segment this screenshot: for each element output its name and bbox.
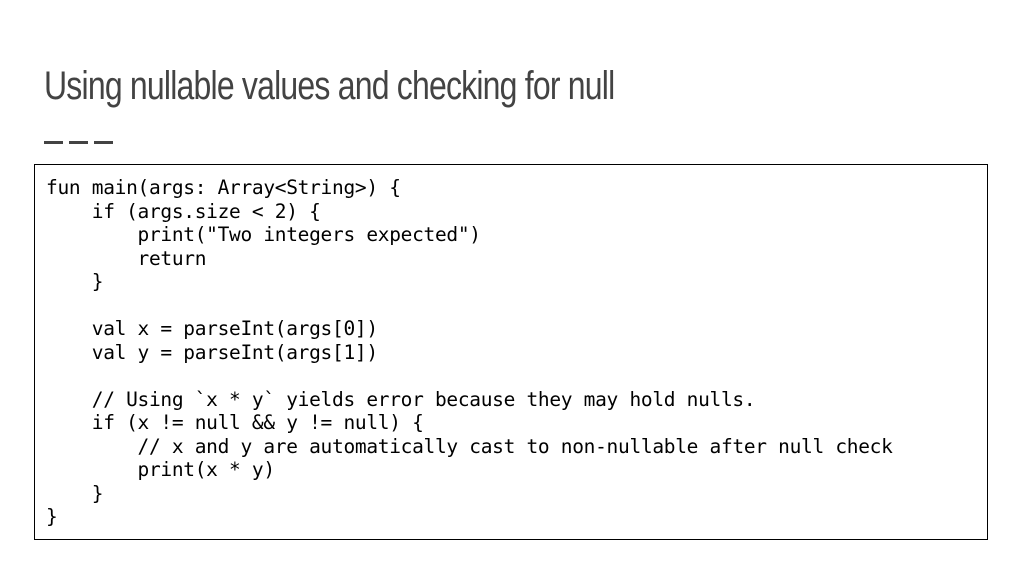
code-line: // x and y are automatically cast to non-nullable after null check <box>46 434 893 458</box>
code-line: if (x != null && y != null) { <box>46 411 424 434</box>
divider-segment <box>69 141 88 144</box>
code-line <box>46 294 893 318</box>
code-line <box>46 364 893 388</box>
code-line: if (args.size < 2) { <box>46 199 321 223</box>
code-line: return <box>46 246 207 270</box>
code-line: fun main(args: Array<String>) { <box>46 176 401 199</box>
code-line: // Using `x * y` yields error because they may hold nulls. <box>46 387 756 411</box>
title-divider <box>44 141 114 144</box>
code-line: print(x * y) <box>46 458 275 481</box>
code-line: } <box>46 505 58 528</box>
code-listing <box>46 176 893 529</box>
code-line: print("Two integers expected") <box>46 223 481 246</box>
code-line: } <box>46 481 104 505</box>
code-line: } <box>46 270 104 293</box>
divider-segment <box>44 141 63 144</box>
slide-title: Using nullable values and checking for null <box>44 64 615 108</box>
code-line: val x = parseInt(args[0]) <box>46 317 378 340</box>
code-line: val y = parseInt(args[1]) <box>46 340 378 364</box>
divider-segment <box>94 141 113 144</box>
code-block <box>34 164 988 540</box>
